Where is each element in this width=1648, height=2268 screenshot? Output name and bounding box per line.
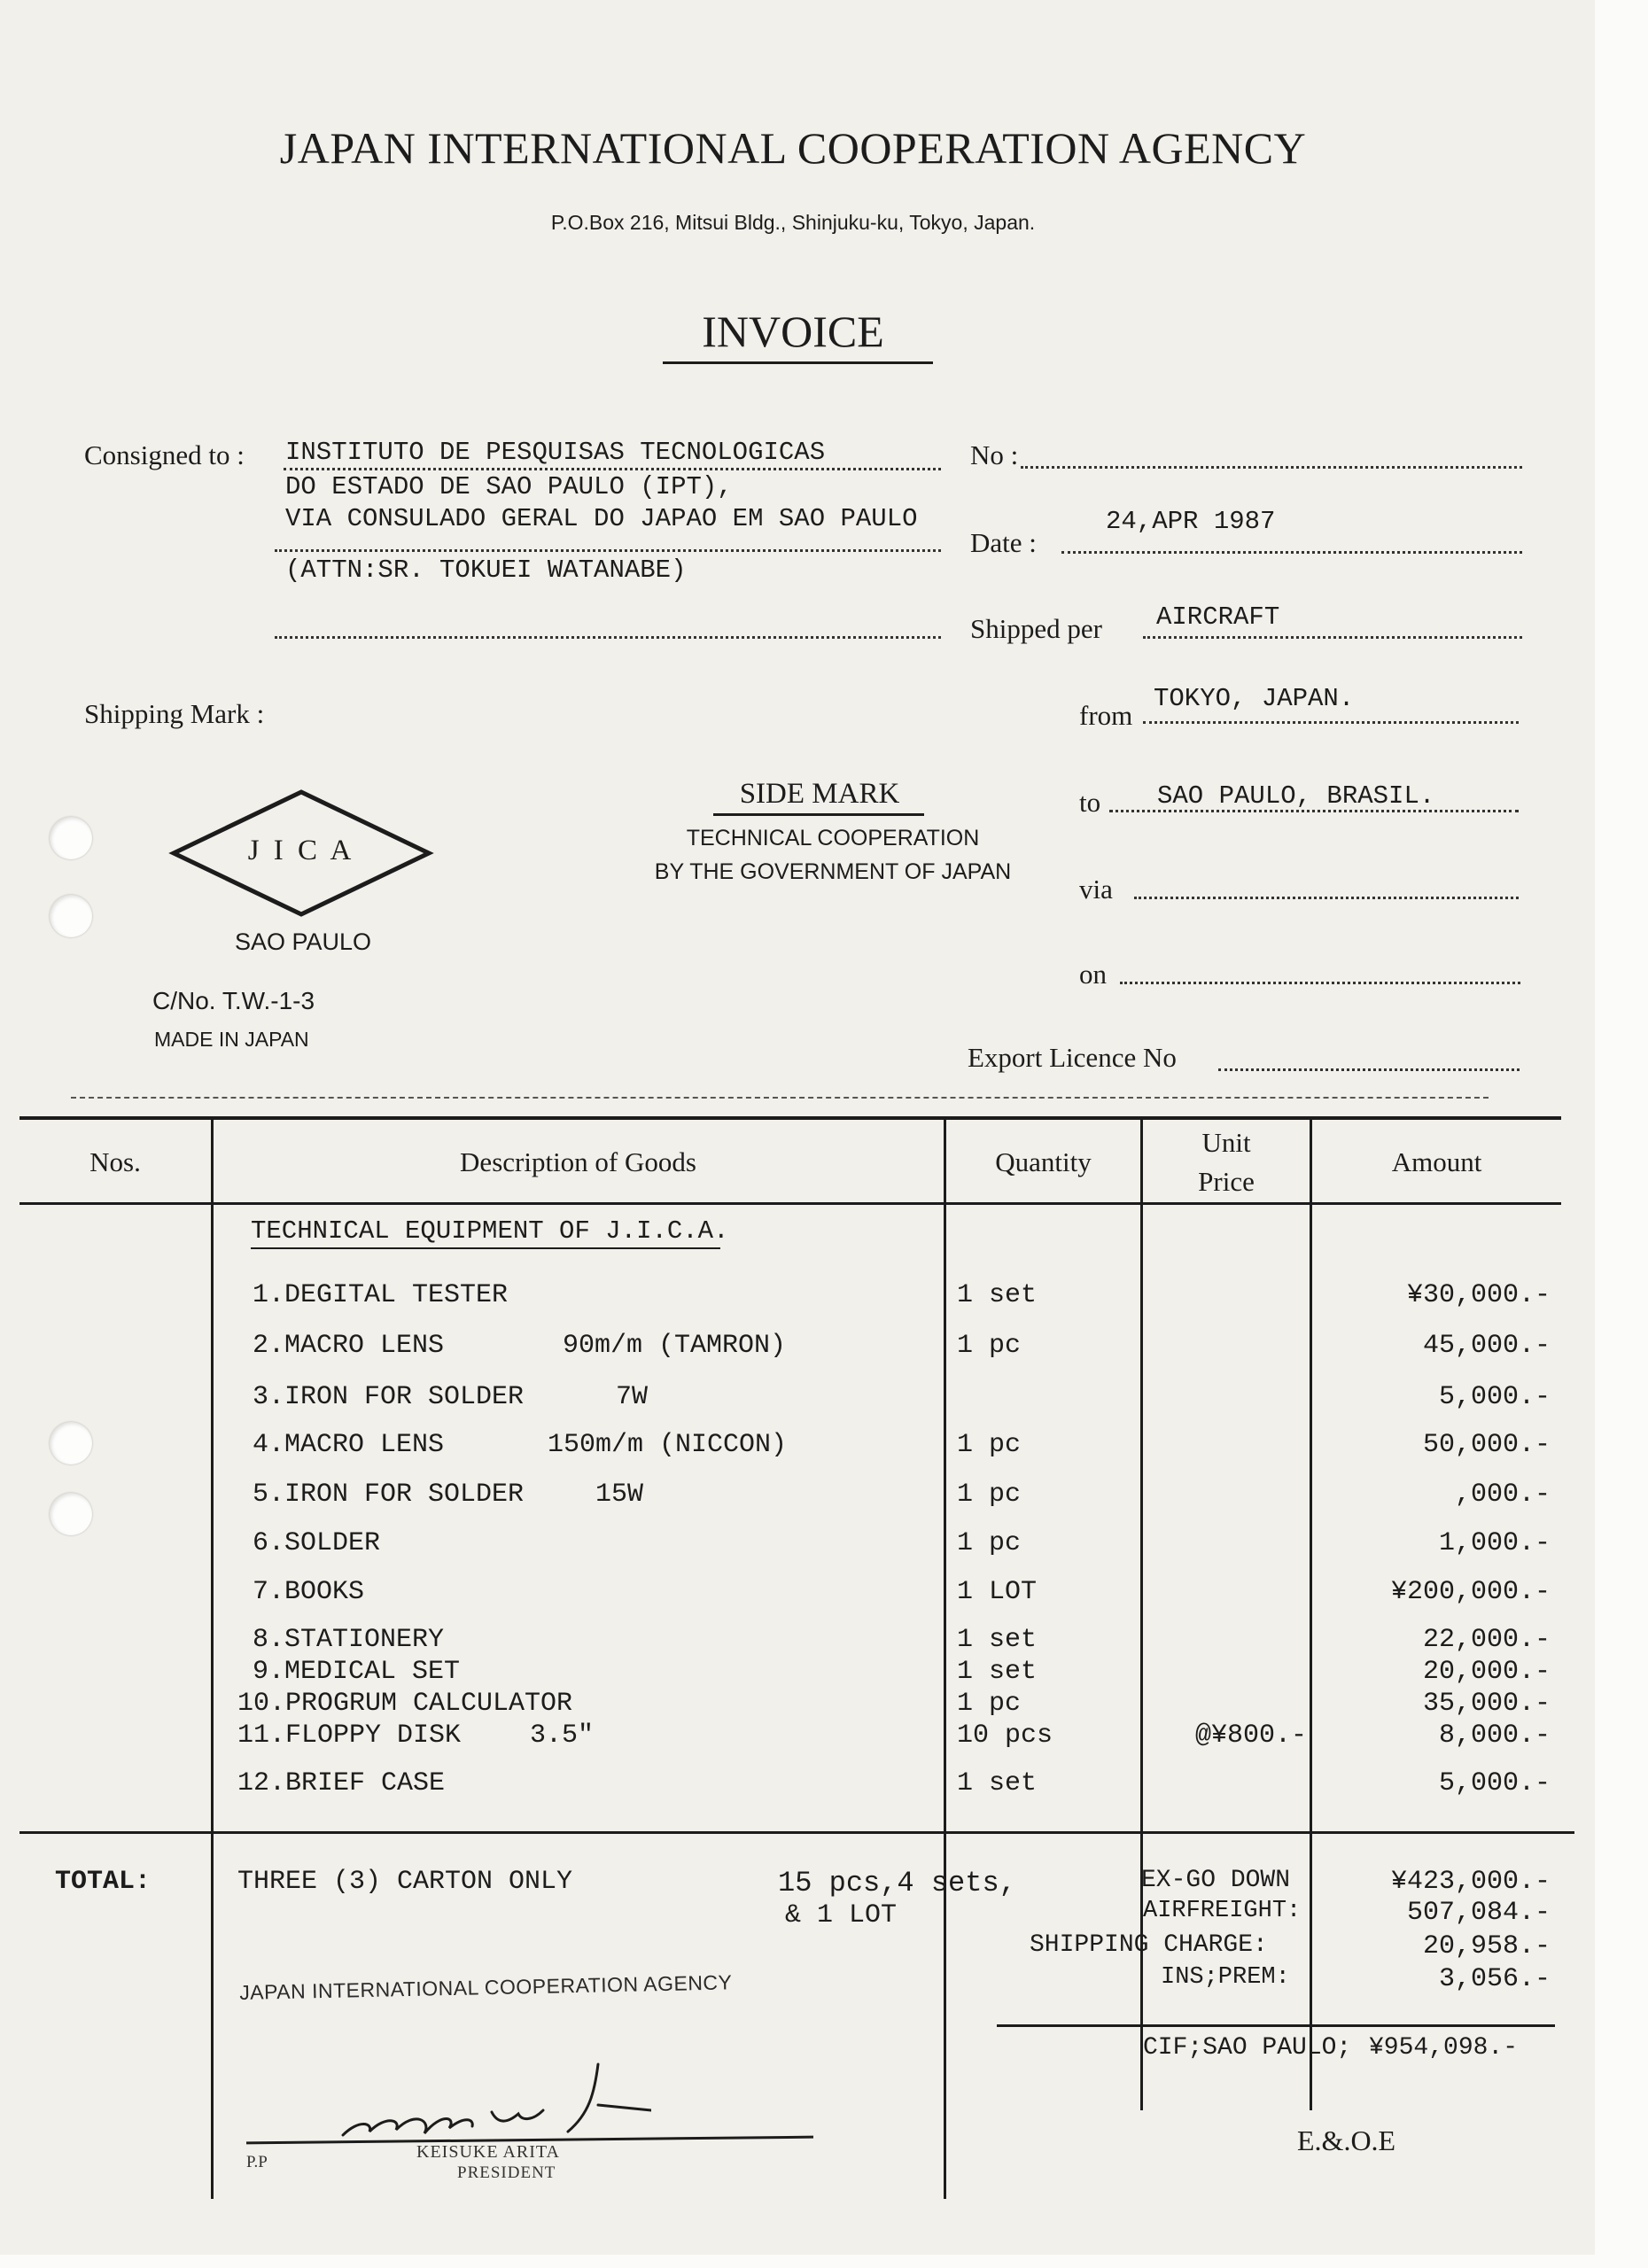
shipping-charge-value: 20,958.- bbox=[1422, 1931, 1551, 1961]
item-amount: 22,000.- bbox=[1422, 1625, 1551, 1655]
item-unit-price: @¥800.- bbox=[1194, 1720, 1307, 1751]
ins-prem-label: INS;PREM: bbox=[1161, 1964, 1290, 1991]
item-amount: 50,000.- bbox=[1422, 1430, 1551, 1460]
airfreight-label: AIRFREIGHT: bbox=[1143, 1898, 1302, 1924]
item-description: 2.MACRO LENS bbox=[253, 1331, 445, 1361]
pieces-summary: 15 pcs,4 sets, bbox=[778, 1867, 1016, 1899]
via-field bbox=[1134, 897, 1519, 899]
shipping-charge-label: SHIPPING CHARGE: bbox=[1030, 1931, 1268, 1959]
punch-hole bbox=[50, 817, 92, 859]
consignee-line: DO ESTADO DE SAO PAULO (IPT), bbox=[285, 472, 733, 501]
item-quantity: 1 pc bbox=[957, 1480, 1022, 1510]
item-amount: 5,000.- bbox=[1438, 1382, 1551, 1412]
item-spec: 150m/m (NICCON) bbox=[548, 1430, 788, 1460]
header-unit-price: Price bbox=[1198, 1166, 1255, 1197]
made-in-label: MADE IN JAPAN bbox=[154, 1028, 309, 1051]
item-amount: ,000.- bbox=[1454, 1480, 1551, 1510]
agency-name: JAPAN INTERNATIONAL COOPERATION AGENCY bbox=[279, 123, 1307, 173]
to-label: to bbox=[1079, 787, 1101, 818]
consigned-to-label: Consigned to : bbox=[84, 439, 245, 470]
ins-prem-value: 3,056.- bbox=[1438, 1964, 1551, 1994]
side-mark-title: SIDE MARK bbox=[739, 778, 900, 810]
item-spec: 90m/m (TAMRON) bbox=[563, 1331, 787, 1361]
item-spec: 15W bbox=[595, 1480, 644, 1510]
item-quantity: 1 set bbox=[957, 1625, 1038, 1655]
item-amount: 1,000.- bbox=[1438, 1528, 1551, 1558]
export-licence-field bbox=[1218, 1068, 1520, 1071]
item-description: 1.DEGITAL TESTER bbox=[253, 1280, 509, 1310]
item-amount: ¥30,000.- bbox=[1406, 1280, 1551, 1310]
signatory-prefix: P.P bbox=[246, 2153, 268, 2171]
punch-hole bbox=[50, 1422, 92, 1464]
from-label: from bbox=[1079, 700, 1133, 731]
ex-go-down-value: ¥423,000.- bbox=[1390, 1867, 1551, 1897]
consignee-line: INSTITUTO DE PESQUISAS TECNOLOGICAS bbox=[285, 438, 826, 467]
to-value: SAO PAULO, BRASIL. bbox=[1157, 781, 1435, 811]
header-amount: Amount bbox=[1391, 1146, 1482, 1177]
item-quantity: 1 pc bbox=[957, 1331, 1022, 1361]
item-quantity: 1 pc bbox=[957, 1430, 1022, 1460]
title-underline bbox=[663, 361, 933, 364]
header-description: Description of Goods bbox=[460, 1146, 696, 1177]
ex-go-down-label: EX-GO DOWN bbox=[1141, 1867, 1291, 1894]
item-amount: 8,000.- bbox=[1438, 1720, 1551, 1751]
item-description: 3.IRON FOR SOLDER bbox=[253, 1382, 525, 1412]
item-amount: ¥200,000.- bbox=[1390, 1577, 1551, 1607]
item-spec: 3.5" bbox=[530, 1720, 595, 1751]
item-amount: 5,000.- bbox=[1438, 1768, 1551, 1798]
signatory-name: KEISUKE ARITA bbox=[416, 2142, 560, 2162]
agency-address: P.O.Box 216, Mitsui Bldg., Shinjuku-ku, Tokyo, Japan. bbox=[550, 211, 1036, 234]
invoice-no-label: No : bbox=[970, 439, 1019, 470]
item-description: 5.IRON FOR SOLDER bbox=[253, 1480, 525, 1510]
cif-rule bbox=[997, 2024, 1555, 2027]
consignee-line: (ATTN:SR. TOKUEI WATANABE) bbox=[285, 555, 687, 585]
item-description: 11.FLOPPY DISK bbox=[237, 1720, 462, 1751]
shipped-per-field bbox=[1143, 636, 1522, 639]
shipped-per-value: AIRCRAFT bbox=[1156, 602, 1280, 632]
via-label: via bbox=[1079, 874, 1113, 905]
consignee-line: VIA CONSULADO GERAL DO JAPAO EM SAO PAULO bbox=[285, 504, 918, 533]
shipping-mark-label: Shipping Mark : bbox=[84, 698, 265, 729]
item-description: 12.BRIEF CASE bbox=[237, 1768, 446, 1798]
header-unit-price: Unit bbox=[1201, 1127, 1251, 1158]
side-mark-line2: BY THE GOVERNMENT OF JAPAN bbox=[654, 859, 1012, 884]
airfreight-value: 507,084.- bbox=[1406, 1898, 1551, 1928]
jica-mark-text: J I C A bbox=[247, 835, 355, 866]
date-value: 24,APR 1987 bbox=[1106, 507, 1276, 536]
cif-label: CIF;SAO PAULO; bbox=[1143, 2034, 1352, 2062]
item-quantity: 1 pc bbox=[957, 1528, 1022, 1558]
on-label: on bbox=[1079, 959, 1107, 990]
dotted-line bbox=[284, 468, 941, 470]
section-title-underline bbox=[251, 1247, 720, 1249]
shipping-mark-city: SAO PAULO bbox=[235, 928, 372, 955]
item-spec: 7W bbox=[616, 1382, 649, 1412]
side-mark-line1: TECHNICAL COOPERATION bbox=[686, 826, 980, 850]
header-quantity: Quantity bbox=[995, 1146, 1092, 1177]
punch-hole bbox=[50, 1493, 92, 1535]
header-nos: Nos. bbox=[89, 1146, 141, 1177]
item-description: 10.PROGRUM CALCULATOR bbox=[237, 1689, 573, 1719]
column-divider bbox=[1140, 1118, 1143, 2110]
item-quantity: 1 pc bbox=[957, 1689, 1022, 1719]
item-description: 4.MACRO LENS bbox=[253, 1430, 445, 1460]
carton-number: C/No. T.W.-1-3 bbox=[152, 987, 315, 1014]
date-field bbox=[1061, 551, 1522, 554]
date-label: Date : bbox=[970, 527, 1037, 558]
invoice-no-field bbox=[1021, 466, 1522, 469]
errors-omissions-excepted: E.&.O.E bbox=[1297, 2124, 1396, 2156]
to-field bbox=[1109, 810, 1519, 812]
section-title: TECHNICAL EQUIPMENT OF J.I.C.A. bbox=[251, 1216, 729, 1246]
table-header-border bbox=[19, 1202, 1561, 1205]
item-description: 9.MEDICAL SET bbox=[253, 1657, 461, 1687]
document-title: INVOICE bbox=[702, 307, 884, 356]
column-divider bbox=[1310, 1118, 1312, 2110]
item-description: 6.SOLDER bbox=[253, 1528, 381, 1558]
punch-hole bbox=[50, 895, 92, 937]
pieces-summary: & 1 LOT bbox=[785, 1900, 898, 1930]
item-quantity: 10 pcs bbox=[957, 1720, 1053, 1751]
item-quantity: 1 set bbox=[957, 1280, 1038, 1310]
item-quantity: 1 LOT bbox=[957, 1577, 1038, 1607]
from-value: TOKYO, JAPAN. bbox=[1154, 684, 1355, 713]
agency-stamp: JAPAN INTERNATIONAL COOPERATION AGENCY bbox=[239, 1970, 733, 2004]
item-amount: 20,000.- bbox=[1422, 1657, 1551, 1687]
item-amount: 35,000.- bbox=[1422, 1689, 1551, 1719]
on-field bbox=[1120, 982, 1520, 984]
carton-count: THREE (3) CARTON ONLY bbox=[237, 1867, 573, 1897]
item-amount: 45,000.- bbox=[1422, 1331, 1551, 1361]
section-divider bbox=[71, 1097, 1489, 1099]
item-description: 7.BOOKS bbox=[253, 1577, 365, 1607]
from-field bbox=[1143, 721, 1519, 724]
column-divider bbox=[211, 1118, 214, 2199]
table-total-border bbox=[19, 1831, 1574, 1834]
dotted-line bbox=[275, 549, 941, 552]
item-description: 8.STATIONERY bbox=[253, 1625, 445, 1655]
dotted-line bbox=[275, 636, 941, 639]
side-mark-underline bbox=[713, 813, 924, 816]
item-quantity: 1 set bbox=[957, 1657, 1038, 1687]
item-quantity: 1 set bbox=[957, 1768, 1038, 1798]
shipped-per-label: Shipped per bbox=[970, 613, 1102, 644]
total-label: TOTAL: bbox=[55, 1867, 152, 1897]
table-top-border bbox=[19, 1116, 1561, 1120]
export-licence-label: Export Licence No bbox=[968, 1042, 1177, 1073]
cif-value: ¥954,098.- bbox=[1369, 2034, 1519, 2062]
column-divider bbox=[944, 1118, 946, 2199]
signatory-title: PRESIDENT bbox=[457, 2163, 556, 2182]
